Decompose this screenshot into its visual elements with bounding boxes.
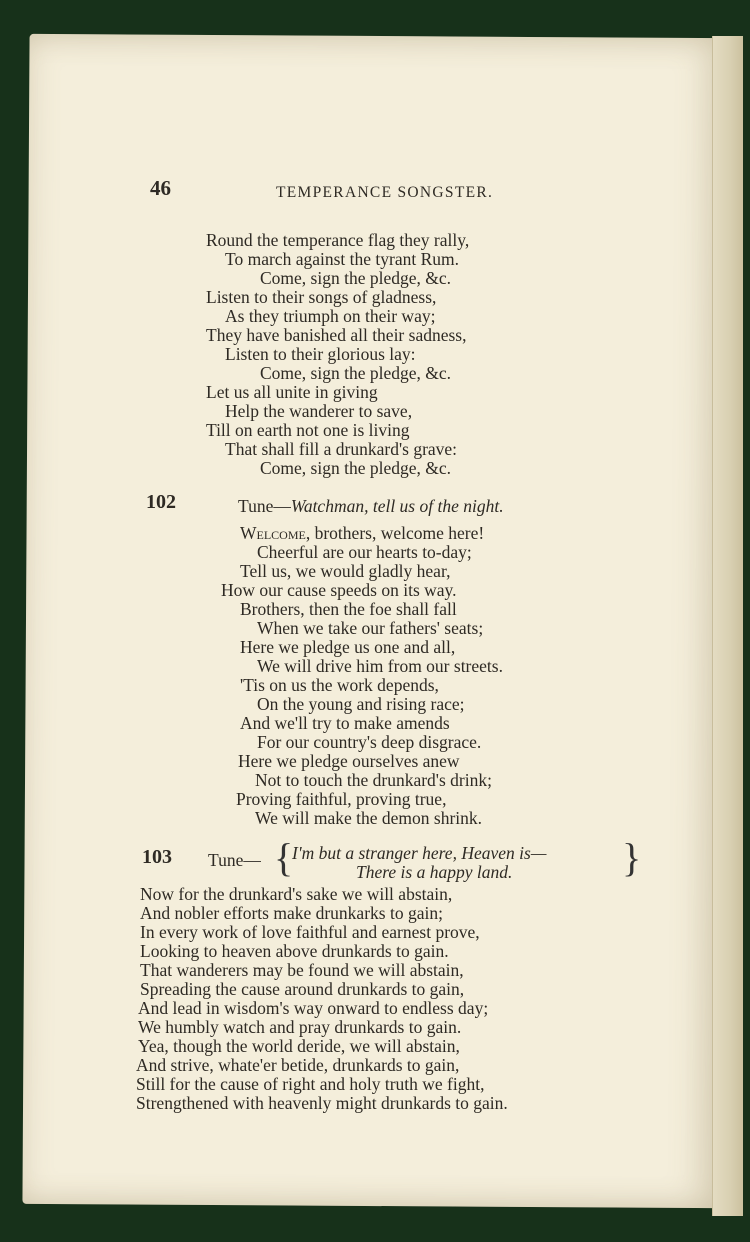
next-page-edge — [712, 36, 743, 1216]
tune-line-2: There is a happy land. — [356, 862, 513, 882]
verse-line: They have banished all their sadness, — [206, 325, 467, 345]
verse-line: How our cause speeds on its way. — [221, 580, 457, 600]
verse-line: Strengthened with heavenly might drunkards to gain. — [136, 1093, 508, 1113]
verse-line: Help the wanderer to save, — [225, 401, 413, 421]
verse-line: Here we pledge ourselves anew — [238, 751, 460, 771]
verse-line: And nobler efforts make drunkarks to gain; — [140, 903, 443, 923]
verse-line: And strive, whate'er betide, drunkards to gain, — [136, 1055, 460, 1075]
verse-line: Spreading the cause around drunkards to gain, — [140, 979, 465, 999]
verse-line: Brothers, then the foe shall fall — [240, 599, 457, 619]
verse-line: Yea, though the world deride, we will abstain, — [138, 1036, 460, 1056]
verse-line: Listen to their glorious lay: — [225, 344, 416, 364]
song-number: 102 — [146, 491, 176, 513]
verse-line: To march against the tyrant Rum. — [225, 249, 459, 269]
verse-line: Round the temperance flag they rally, — [206, 230, 470, 250]
verse-line: For our country's deep disgrace. — [257, 732, 482, 752]
page-number: 46 — [150, 176, 171, 200]
verse-line: As they triumph on their way; — [225, 306, 436, 326]
tune-label: Tune— — [238, 496, 291, 516]
song-number: 103 — [142, 846, 172, 868]
verse-line: We will make the demon shrink. — [255, 808, 483, 828]
verse-line: 'Tis on us the work depends, — [240, 675, 439, 695]
verse-line: And lead in wisdom's way onward to endless day; — [138, 998, 489, 1018]
verse-line: Let us all unite in giving — [206, 382, 378, 402]
verse-line: Not to touch the drunkard's drink; — [255, 770, 492, 790]
verse-line: Till on earth not one is living — [206, 420, 410, 440]
verse-line: Still for the cause of right and holy truth we fight, — [136, 1074, 485, 1094]
tune-line-1: I'm but a stranger here, Heaven is— — [292, 843, 547, 863]
verse-line: When we take our fathers' seats; — [257, 618, 484, 638]
first-word: Welcome, — [240, 523, 311, 543]
verse-line: We will drive him from our streets. — [257, 656, 503, 676]
verse-line: We humbly watch and pray drunkards to gain. — [138, 1017, 462, 1037]
verse-line: Welcome, brothers, welcome here! — [240, 523, 485, 543]
left-brace: { — [274, 835, 294, 880]
verse-line: Listen to their songs of gladness, — [206, 287, 437, 307]
verse-line: Come, sign the pledge, &c. — [260, 363, 452, 383]
verse-line: Tell us, we would gladly hear, — [240, 561, 451, 581]
verse-line: In every work of love faithful and earnest prove, — [140, 922, 480, 942]
verse-line: And we'll try to make amends — [240, 713, 450, 733]
tune-name: Watchman, tell us of the night. — [290, 496, 504, 516]
verse-line: That wanderers may be found we will abstain, — [140, 960, 464, 980]
running-title: TEMPERANCE SONGSTER. — [276, 184, 494, 201]
verse-line: On the young and rising race; — [257, 694, 465, 714]
verse-line: Come, sign the pledge, &c. — [260, 268, 452, 288]
verse-line: Here we pledge us one and all, — [240, 637, 456, 657]
verse-line: Now for the drunkard's sake we will abstain, — [140, 884, 453, 904]
verse-line: Looking to heaven above drunkards to gain. — [140, 941, 449, 961]
verse-line: Cheerful are our hearts to-day; — [257, 542, 472, 562]
verse-line: Come, sign the pledge, &c. — [260, 458, 452, 478]
verse-line: Proving faithful, proving true, — [236, 789, 447, 809]
tune-label: Tune— — [208, 850, 261, 870]
right-brace: } — [622, 835, 642, 880]
verse-line: That shall fill a drunkard's grave: — [225, 439, 458, 459]
tune-line — [238, 496, 504, 516]
